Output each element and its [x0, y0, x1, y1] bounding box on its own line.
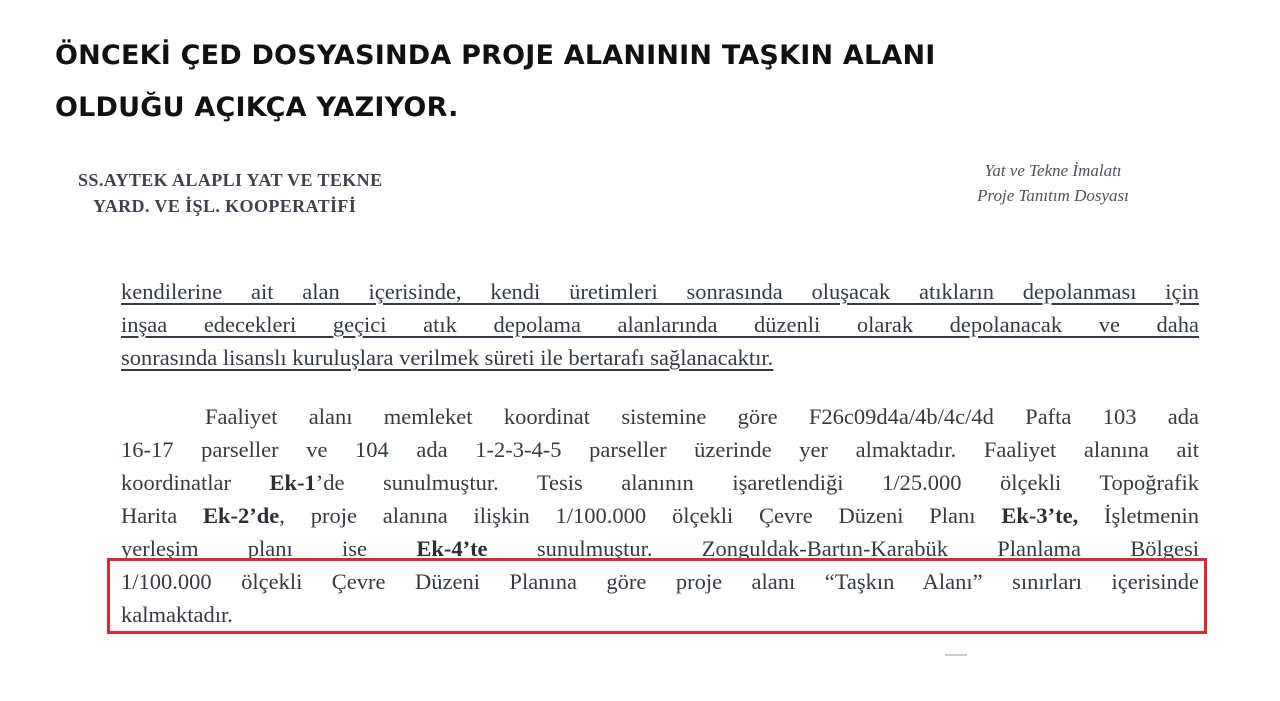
headline-line-2: OLDUĞU AÇIKÇA YAZIYOR. [55, 92, 459, 123]
paragraph-2-line-5: yerleşim planı ise Ek-4’te sunulmuştur. Zonguldak-Bartın-Karabük Planlama Bölgesi [121, 536, 1199, 561]
paragraph-2-line-1: Faaliyet alanı memleket koordinat sistemine göre F26c09d4a/4b/4c/4d Pafta 103 ada [205, 404, 1199, 429]
annex-ek-1: Ek-1 [269, 470, 316, 495]
flood-zone-statement: 1/100.000 ölçekli Çevre Düzeni Planına göre proje alanı “Taşkın Alanı” sınırları içerisinde [121, 569, 1199, 594]
paragraph-1-line-2: inşaa edecekleri geçici atık depolama alanlarında düzenli olarak depolanacak ve daha [121, 312, 1199, 337]
flood-zone-highlight-box [107, 558, 1207, 634]
document-header-left [78, 167, 383, 219]
document-header-right [948, 158, 1158, 208]
paragraph-2-line-2: 16-17 parseller ve 104 ada 1-2-3-4-5 parseller üzerinde yer almaktadır. Faaliyet alanına ait [121, 437, 1199, 462]
paragraph-2-line-3: koordinatlar Ek-1’de sunulmuştur. Tesis alanının işaretlendiği 1/25.000 ölçekli Topoğrafik [121, 470, 1200, 495]
cooperative-name-line-2: YARD. VE İŞL. KOOPERATİFİ [93, 196, 357, 216]
paragraph-1-line-1: kendilerine ait alan içerisinde, kendi üretimleri sonrasında oluşacak atıkların depolanması için [121, 279, 1199, 304]
document-subject-line-1: Yat ve Tekne İmalatı [984, 161, 1122, 180]
paragraph-2-line-4: Harita Ek-2’de, proje alanına ilişkin 1/100.000 ölçekli Çevre Düzeni Planı Ek-3’te, İşletmenin [121, 503, 1199, 528]
flood-zone-statement-end: kalmaktadır. [121, 602, 233, 627]
page-footer-mark [945, 654, 967, 656]
annex-ek-2: Ek-2’de [203, 503, 280, 528]
headline-line-1: ÖNCEKİ ÇED DOSYASINDA PROJE ALANININ TAŞKIN ALANI [55, 40, 936, 71]
headline [55, 30, 1205, 134]
paragraph-waste-disposal [121, 275, 1199, 374]
cooperative-name-line-1: SS.AYTEK ALAPLI YAT VE TEKNE [78, 170, 383, 190]
annex-ek-3: Ek-3’te, [1001, 503, 1079, 528]
paragraph-1-line-3: sonrasında lisanslı kuruluşlara verilmek süreti ile bertarafı sağlanacaktır. [121, 345, 774, 370]
document-subject-line-2: Proje Tanıtım Dosyası [977, 186, 1129, 205]
annex-ek-4: Ek-4’te [416, 536, 488, 561]
